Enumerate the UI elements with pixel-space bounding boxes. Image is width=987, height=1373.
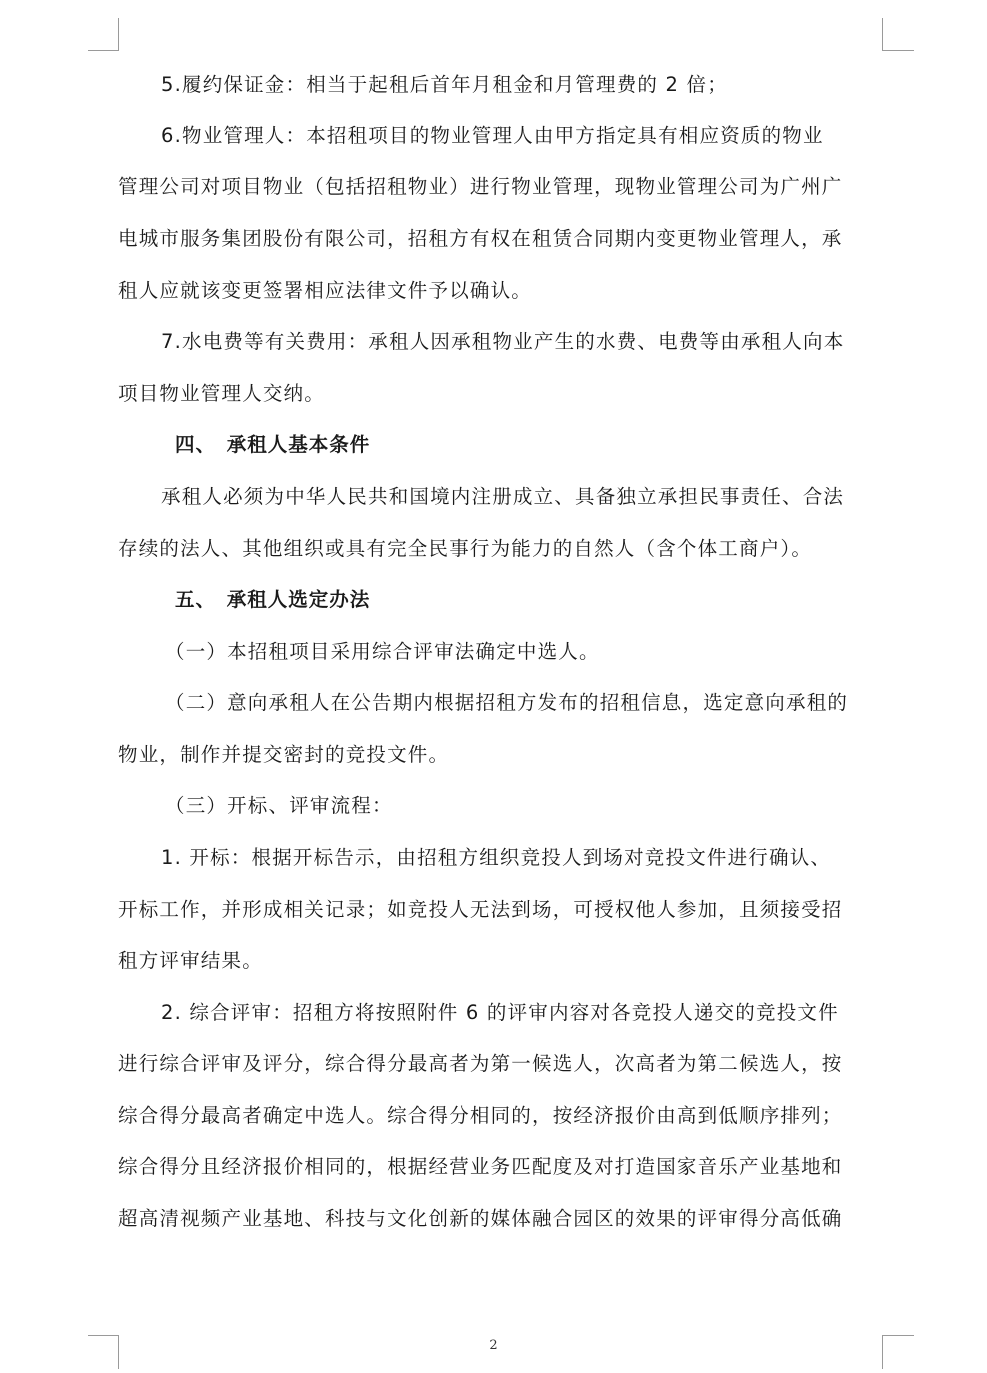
paragraph-line: 物业，制作并提交密封的竞投文件。 [118,743,450,766]
paragraph-line: 承租人必须为中华人民共和国境内注册成立、具备独立承担民事责任、合法 [161,485,845,508]
section-heading: 五、 承租人选定办法 [175,588,371,611]
paragraph-line: 电城市服务集团股份有限公司，招租方有权在租赁合同期内变更物业管理人，承 [118,227,843,250]
crop-mark-bottom-left-horizontal [88,1335,118,1336]
crop-mark-top-right-vertical [882,18,883,51]
paragraph-line: 开标工作，并形成相关记录；如竞投人无法到场，可授权他人参加，且须接受招 [118,898,843,921]
page-number: 2 [489,1338,498,1353]
paragraph-line: （二）意向承租人在公告期内根据招租方发布的招租信息，选定意向承租的 [165,691,849,714]
crop-mark-bottom-right-horizontal [882,1335,914,1336]
paragraph-line: 5.履约保证金：相当于起租后首年月租金和月管理费的 2 倍； [161,73,728,96]
paragraph-line: 存续的法人、其他组织或具有完全民事行为能力的自然人（含个体工商户）。 [118,537,813,560]
crop-mark-top-left-vertical [118,18,119,51]
paragraph-line: 1. 开标：根据开标告示，由招租方组织竞投人到场对竞投文件进行确认、 [161,846,832,869]
crop-mark-top-right-horizontal [882,50,914,51]
paragraph-line: 2. 综合评审：招租方将按照附件 6 的评审内容对各竞投人递交的竞投文件 [161,1001,839,1024]
paragraph-line: 综合得分最高者确定中选人。综合得分相同的，按经济报价由高到低顺序排列； [118,1104,843,1127]
paragraph-line: 综合得分且经济报价相同的，根据经营业务匹配度及对打造国家音乐产业基地和 [118,1155,843,1178]
paragraph-line: 项目物业管理人交纳。 [118,382,326,405]
paragraph-line: （三）开标、评审流程： [165,794,393,817]
crop-mark-top-left-horizontal [88,50,118,51]
paragraph-line: 管理公司对项目物业（包括招租物业）进行物业管理，现物业管理公司为广州广 [118,175,843,198]
section-heading: 四、 承租人基本条件 [175,433,371,456]
paragraph-line: 7.水电费等有关费用：承租人因承租物业产生的水费、电费等由承租人向本 [161,330,845,353]
paragraph-line: 进行综合评审及评分，综合得分最高者为第一候选人，次高者为第二候选人，按 [118,1052,843,1075]
paragraph-line: 租人应就该变更签署相应法律文件予以确认。 [118,279,533,302]
paragraph-line: 超高清视频产业基地、科技与文化创新的媒体融合园区的效果的评审得分高低确 [118,1207,843,1230]
paragraph-line: 6.物业管理人：本招租项目的物业管理人由甲方指定具有相应资质的物业 [161,124,824,147]
paragraph-line: （一）本招租项目采用综合评审法确定中选人。 [165,640,600,663]
paragraph-line: 租方评审结果。 [118,949,263,972]
